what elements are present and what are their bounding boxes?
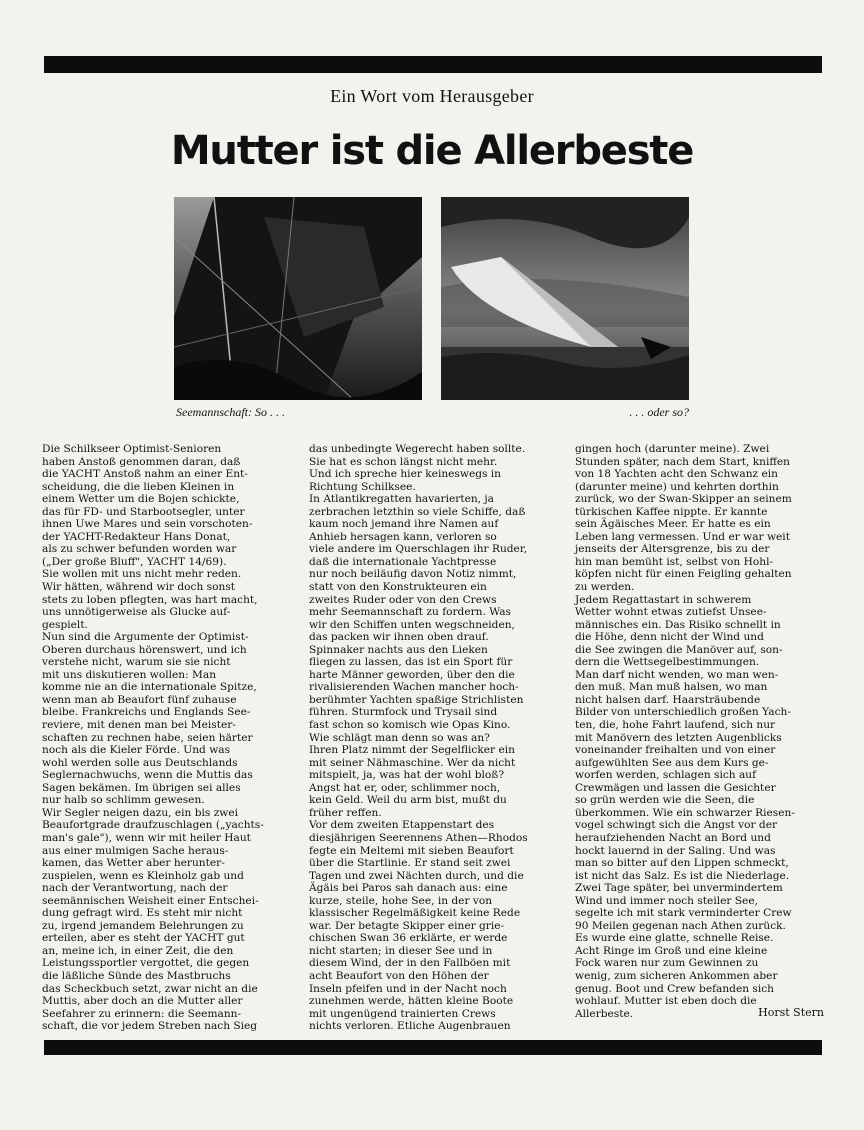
text-line: Leistungssportler vergottet, die gegen [42, 957, 250, 970]
top-rule [44, 56, 822, 73]
text-line: früher reffen. [309, 806, 382, 819]
text-line: daß die internationale Yachtpresse [309, 555, 497, 568]
text-line: Man darf nicht wenden, wo man wen- [575, 668, 779, 681]
text-line: zunehmen werde, hätten kleine Boote [309, 995, 514, 1008]
text-line: sein Ägäisches Meer. Er hatte es ein [575, 518, 771, 531]
text-line: diesem Wind, der in den Fallböen mit [309, 957, 511, 970]
text-line: die See zwingen die Manöver auf, son- [575, 643, 783, 656]
text-line: zu werden. [575, 581, 635, 594]
text-line: Acht Ringe im Groß und eine kleine [575, 944, 768, 957]
text-line: zuspielen, wenn es Kleinholz gab und [42, 869, 244, 882]
text-line: zu, irgend jemandem Belehrungen zu [42, 919, 244, 932]
caption-right: . . . oder so? [629, 405, 689, 419]
text-line: Stunden später, nach dem Start, kniffen [575, 455, 790, 468]
article-column-1 [42, 443, 292, 1033]
text-line: diesjährigen Seerennens Athen—Rhodos [309, 831, 528, 844]
text-line: Ihren Platz nimmt der Segelflicker ein [309, 744, 515, 757]
text-line: Es wurde eine glatte, schnelle Reise. [575, 932, 774, 945]
text-line: man's gale"), wenn wir mit heiler Haut [42, 831, 251, 844]
text-line: Sagen bekämen. Im übrigen sei alles [42, 781, 241, 794]
text-line: mehr Seemannschaft zu fordern. Was [309, 606, 511, 619]
text-line: das Scheckbuch setzt, zwar nicht an die [42, 982, 258, 995]
text-line: Zwei Tage später, bei unvermindertem [575, 882, 783, 895]
text-line: den muß. Man muß halsen, wo man [575, 681, 768, 694]
text-line: noch als die Kieler Förde. Und was [42, 744, 231, 757]
text-line: an, meine ich, in einer Zeit, die den [42, 944, 234, 957]
text-line: nicht halsen darf. Haarsträubende [575, 693, 761, 706]
text-line: mit seiner Nähmaschine. Wer da nicht [309, 756, 516, 769]
text-line: vogel schwingt sich die Angst vor der [575, 819, 778, 832]
article-column-2 [309, 443, 559, 1033]
text-line: das unbedingte Wegerecht haben sollte. [309, 443, 526, 455]
page-title: Mutter ist die Allerbeste [170, 128, 694, 174]
text-line: kurze, steile, hohe See, in der von [309, 894, 493, 907]
text-line: Die Schilkseer Optimist-Senioren [42, 443, 222, 455]
text-line: Wie schlägt man denn so was an? [309, 731, 490, 744]
text-line: rivalisierenden Wachen mancher hoch- [309, 681, 519, 694]
text-line: Fock waren nur zum Gewinnen zu [575, 957, 759, 970]
text-line: die Höhe, denn nicht der Wind und [575, 631, 764, 644]
text-line: In Atlantikregatten havarierten, ja [309, 493, 495, 506]
text-line: scheidung, die die lieben Kleinen in [42, 480, 235, 493]
photo-seamanship-right [441, 197, 689, 400]
text-line: klassischer Regelmäßigkeit keine Rede [309, 907, 521, 920]
text-line: kaum noch jemand ihre Namen auf [309, 518, 499, 531]
text-line: war. Der betagte Skipper einer grie- [309, 919, 505, 932]
text-line: Nun sind die Argumente der Optimist- [42, 631, 249, 644]
photo-seamanship-left [174, 197, 422, 400]
text-line: köpfen nicht für einen Feigling gehalten [575, 568, 792, 581]
text-line: Spinnaker nachts aus den Lieken [309, 643, 488, 656]
text-line: („Der große Bluff", YACHT 14/69). [42, 555, 227, 568]
text-line: als zu schwer befunden worden war [42, 543, 237, 556]
text-line: Oberen durchaus hörenswert, und ich [42, 643, 247, 656]
text-line: worfen werden, schlagen sich auf [575, 769, 757, 782]
text-line: aufgewühlten See aus dem Kurs ge- [575, 756, 769, 769]
text-line: Wetter wohnt etwas zutiefst Unsee- [575, 606, 767, 619]
text-line: seemännischen Weisheit einer Entschei- [42, 894, 259, 907]
text-line: heraufziehenden Nacht an Bord und [575, 831, 771, 844]
text-line: kein Geld. Weil du arm bist, mußt du [309, 794, 507, 807]
text-line: nichts verloren. Etliche Augenbrauen [309, 1020, 511, 1033]
text-line: so grün werden wie die Seen, die [575, 794, 755, 807]
text-line: zweites Ruder oder von den Crews [309, 593, 497, 606]
text-line: uns unnötigerweise als Glucke auf- [42, 606, 231, 619]
text-line: dern die Wettsegelbestimmungen. [575, 656, 760, 669]
text-line: Sie wollen mit uns nicht mehr reden. [42, 568, 242, 581]
text-line: ihnen Uwe Mares und sein vorschoten- [42, 518, 253, 531]
text-line: Ägäis bei Paros sah danach aus: eine [309, 882, 508, 895]
text-line: komme nie an die internationale Spitze, [42, 681, 257, 694]
text-line: Inseln pfeifen und in der Nacht noch [309, 982, 507, 995]
text-line: schaft, die vor jedem Streben nach Sieg [42, 1020, 258, 1033]
text-line: ten, die, hohe Fahrt laufend, sich nur [575, 719, 776, 732]
text-line: berühmter Yachten spaßige Strichlisten [309, 693, 524, 706]
text-line: genug. Boot und Crew befanden sich [575, 982, 774, 995]
text-line: führen. Sturmfock und Trysail sind [309, 706, 498, 719]
text-line: man so bitter auf den Lippen schmeckt, [575, 857, 789, 870]
text-line: Tagen und zwei Nächten durch, und die [309, 869, 524, 882]
text-line: Und ich spreche hier keineswegs in [309, 468, 502, 481]
text-line: männisches ein. Das Risiko schnellt in [575, 618, 781, 631]
text-line: Beaufortgrade draufzuschlagen („yachts- [42, 819, 264, 832]
text-line: Crewmägen und lassen die Gesichter [575, 781, 776, 794]
text-line: dung gefragt wird. Es steht mir nicht [42, 907, 243, 920]
text-line: harte Männer geworden, über den die [309, 668, 515, 681]
text-line: erteilen, aber es steht der YACHT gut [42, 932, 245, 945]
text-line: hin man bemüht ist, selbst von Hohl- [575, 555, 774, 568]
text-line: voneinander freihalten und von einer [575, 744, 776, 757]
text-line: Jedem Regattastart in schwerem [575, 593, 752, 606]
text-line: zurück, wo der Swan-Skipper an seinem [575, 493, 792, 506]
text-line: mitspielt, ja, was hat der wohl bloß? [309, 769, 505, 782]
text-line: nur noch beiläufig davon Notiz nimmt, [309, 568, 517, 581]
text-line: wenn man ab Beaufort fünf zuhause [42, 693, 237, 706]
text-line: Richtung Schilksee. [309, 480, 416, 493]
text-line: Bilder von unterschiedlich großen Yach- [575, 706, 791, 719]
text-line: stets zu loben pflegten, was hart macht, [42, 593, 258, 606]
text-line: fast schon so komisch wie Opas Kino. [309, 719, 511, 732]
text-line: kamen, das Wetter aber herunter- [42, 857, 225, 870]
text-line: 90 Meilen gegenan nach Athen zurück. [575, 919, 786, 932]
text-line: der YACHT-Redakteur Hans Donat, [42, 530, 231, 543]
bottom-rule [44, 1040, 822, 1055]
text-line: Seglernachwuchs, wenn die Muttis das [42, 769, 253, 782]
text-line: Angst hat er, oder, schlimmer noch, [309, 781, 501, 794]
text-line: ist nicht das Salz. Es ist die Niederlage. [575, 869, 790, 882]
text-line: Sie hat es schon längst nicht mehr. [309, 455, 498, 468]
text-line: Allerbeste. [575, 1007, 634, 1020]
text-line: hockt lauernd in der Saling. Und was [575, 844, 776, 857]
text-line: das für FD- und Starbootsegler, unter [42, 505, 245, 518]
article-column-3 [575, 443, 825, 1020]
text-line: fegte ein Meltemi mit sieben Beaufort [309, 844, 514, 857]
text-line: fliegen zu lassen, das ist ein Sport für [309, 656, 513, 669]
text-line: verstehe nicht, warum sie sie nicht [42, 656, 231, 669]
text-line: wohlauf. Mutter ist eben doch die [575, 995, 757, 1008]
kicker: Ein Wort vom Herausgeber [330, 86, 534, 106]
text-line: mit Manövern des letzten Augenblicks [575, 731, 782, 744]
text-line: mit uns diskutieren wollen: Man [42, 668, 217, 681]
text-line: gespielt. [42, 618, 88, 631]
text-line: Leben lang vermessen. Und er war weit [575, 530, 790, 543]
text-line: türkischen Kaffee nippte. Er kannte [575, 505, 768, 518]
caption-left: Seemannschaft: So . . . [176, 405, 285, 419]
text-line: Anhieb hersagen kann, verloren so [309, 530, 497, 543]
text-line: bleibe. Frankreichs und Englands See- [42, 706, 251, 719]
text-line: wohl werden solle aus Deutschlands [42, 756, 238, 769]
text-line: segelte ich mit stark verminderter Crew [575, 907, 792, 920]
text-line: nur halb so schlimm gewesen. [42, 794, 205, 807]
text-line: Muttis, aber doch an die Mutter aller [42, 995, 243, 1008]
text-line: von 18 Yachten acht den Schwanz ein [575, 468, 778, 481]
text-line: Wir Segler neigen dazu, ein bis zwei [42, 806, 239, 819]
text-line: Vor dem zweiten Etappenstart des [309, 819, 495, 832]
text-line: wenig, zum sicheren Ankommen aber [575, 969, 778, 982]
text-line: Seefahrer zu erinnern: die Seemann- [42, 1007, 242, 1020]
text-line: jenseits der Altersgrenze, bis zu der [575, 543, 770, 556]
text-line: schaften zu rechnen habe, seien härter [42, 731, 253, 744]
text-line: die läßliche Sünde des Mastbruchs [42, 969, 231, 982]
text-line: die YACHT Anstoß nahm an einer Ent- [42, 468, 248, 481]
text-line: zerbrachen letzthin so viele Schiffe, daß [309, 505, 526, 518]
text-line: gingen hoch (darunter meine). Zwei [575, 443, 770, 455]
text-line: viele andere im Querschlagen ihr Ruder, [309, 543, 528, 556]
text-line: Wind und immer noch steiler See, [575, 894, 758, 907]
text-line: aus einer mulmigen Sache heraus- [42, 844, 229, 857]
text-line: mit ungenügend trainierten Crews [309, 1007, 496, 1020]
text-line: überkommen. Wie ein schwarzer Riesen- [575, 806, 795, 819]
text-line: reviere, mit denen man bei Meister- [42, 719, 236, 732]
text-line: nach der Verantwortung, nach der [42, 882, 228, 895]
text-line: über die Startlinie. Er stand seit zwei [309, 857, 511, 870]
text-line: statt von den Konstrukteuren ein [309, 581, 487, 594]
text-line: acht Beaufort von den Höhen der [309, 969, 489, 982]
text-line: einem Wetter um die Bojen schickte, [42, 493, 240, 506]
author-signature: Horst Stern [758, 1006, 824, 1019]
text-line: (darunter meine) und kehrten dorthin [575, 480, 779, 493]
text-line: das packen wir ihnen oben drauf. [309, 631, 489, 644]
text-line: wir den Schiffen unten wegschneiden, [309, 618, 515, 631]
text-line: nicht starten; in dieser See und in [309, 944, 493, 957]
text-line: haben Anstoß genommen daran, daß [42, 455, 241, 468]
text-line: chischen Swan 36 erklärte, er werde [309, 932, 508, 945]
text-line: Wir hätten, während wir doch sonst [42, 581, 236, 594]
